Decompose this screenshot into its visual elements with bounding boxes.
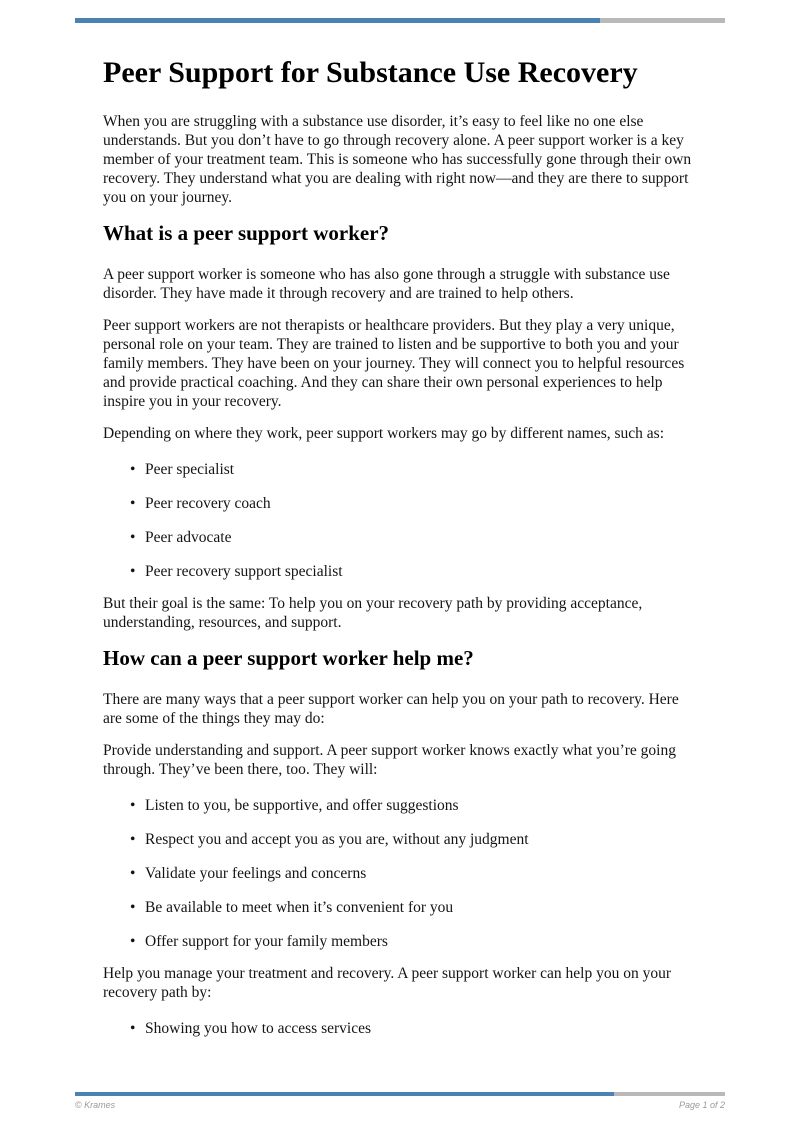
header-accent-bar-blue xyxy=(75,18,600,23)
paragraph: Peer support workers are not therapists or healthcare providers. But they play a very unique, personal role on your team. They are trained to listen and be supportive to both you and your family members. They have been on your journey. They will connect you to helpful resources and provide practical coaching. And they can share their own personal experiences to help inspire you in your recovery. xyxy=(103,317,685,410)
intro-paragraph: When you are struggling with a substance use disorder, it’s easy to feel like no one else understands. But you don’t have to go through recovery alone. A peer support worker is a key member of your treatment team. This is someone who has successfully gone through their own recovery. They understand what you are dealing with right now—and they are there to support you on your journey. xyxy=(103,113,692,206)
list-item: • Offer support for your family members xyxy=(103,932,698,951)
paragraph: There are many ways that a peer support worker can help you on your path to recovery. Here are some of the things they may do: xyxy=(103,691,679,727)
list-item: • Peer advocate xyxy=(103,528,698,547)
list-item: • Respect you and accept you as you are, without any judgment xyxy=(103,830,698,849)
footer-page-number: Page 1 of 2 xyxy=(678,1100,725,1110)
header-accent-bar xyxy=(75,18,725,23)
footer-copyright: © Krames xyxy=(75,1100,116,1110)
list-item: • Validate your feelings and concerns xyxy=(103,864,698,883)
footer-accent-bar-gray xyxy=(614,1092,725,1096)
list-item: • Peer recovery coach xyxy=(103,494,698,513)
paragraph: Help you manage your treatment and recovery. A peer support worker can help you on your recovery path by: xyxy=(103,965,672,1001)
paragraph: Provide understanding and support. A peer support worker knows exactly what you’re going through. They’ve been there, too. They will: xyxy=(103,742,676,778)
list-item: • Peer specialist xyxy=(103,460,698,479)
paragraph: But their goal is the same: To help you on your recovery path by providing acceptance, understanding, resources, and support. xyxy=(103,595,643,631)
section-heading-what-is-peer-support-worker: What is a peer support worker? xyxy=(103,221,390,245)
section-heading-how-can-help: How can a peer support worker help me? xyxy=(103,646,474,670)
footer-accent-bar-blue xyxy=(75,1092,614,1096)
list-item: • Showing you how to access services xyxy=(103,1019,698,1038)
page-title: Peer Support for Substance Use Recovery xyxy=(103,56,638,89)
list-item: • Listen to you, be supportive, and offer suggestions xyxy=(103,796,698,815)
header-accent-bar-gray xyxy=(600,18,725,23)
manage-treatment-list xyxy=(103,1019,698,1038)
document-content xyxy=(103,56,698,1051)
list-item: • Peer recovery support specialist xyxy=(103,562,698,581)
peer-worker-names-list xyxy=(103,460,698,581)
paragraph: Depending on where they work, peer support workers may go by different names, such as: xyxy=(103,425,665,442)
footer-accent-bar xyxy=(75,1092,725,1096)
support-actions-list xyxy=(103,796,698,951)
paragraph: A peer support worker is someone who has also gone through a struggle with substance use disorder. They have made it through recovery and are trained to help others. xyxy=(103,266,670,302)
page-footer xyxy=(75,1100,725,1110)
list-item: • Be available to meet when it’s convenient for you xyxy=(103,898,698,917)
